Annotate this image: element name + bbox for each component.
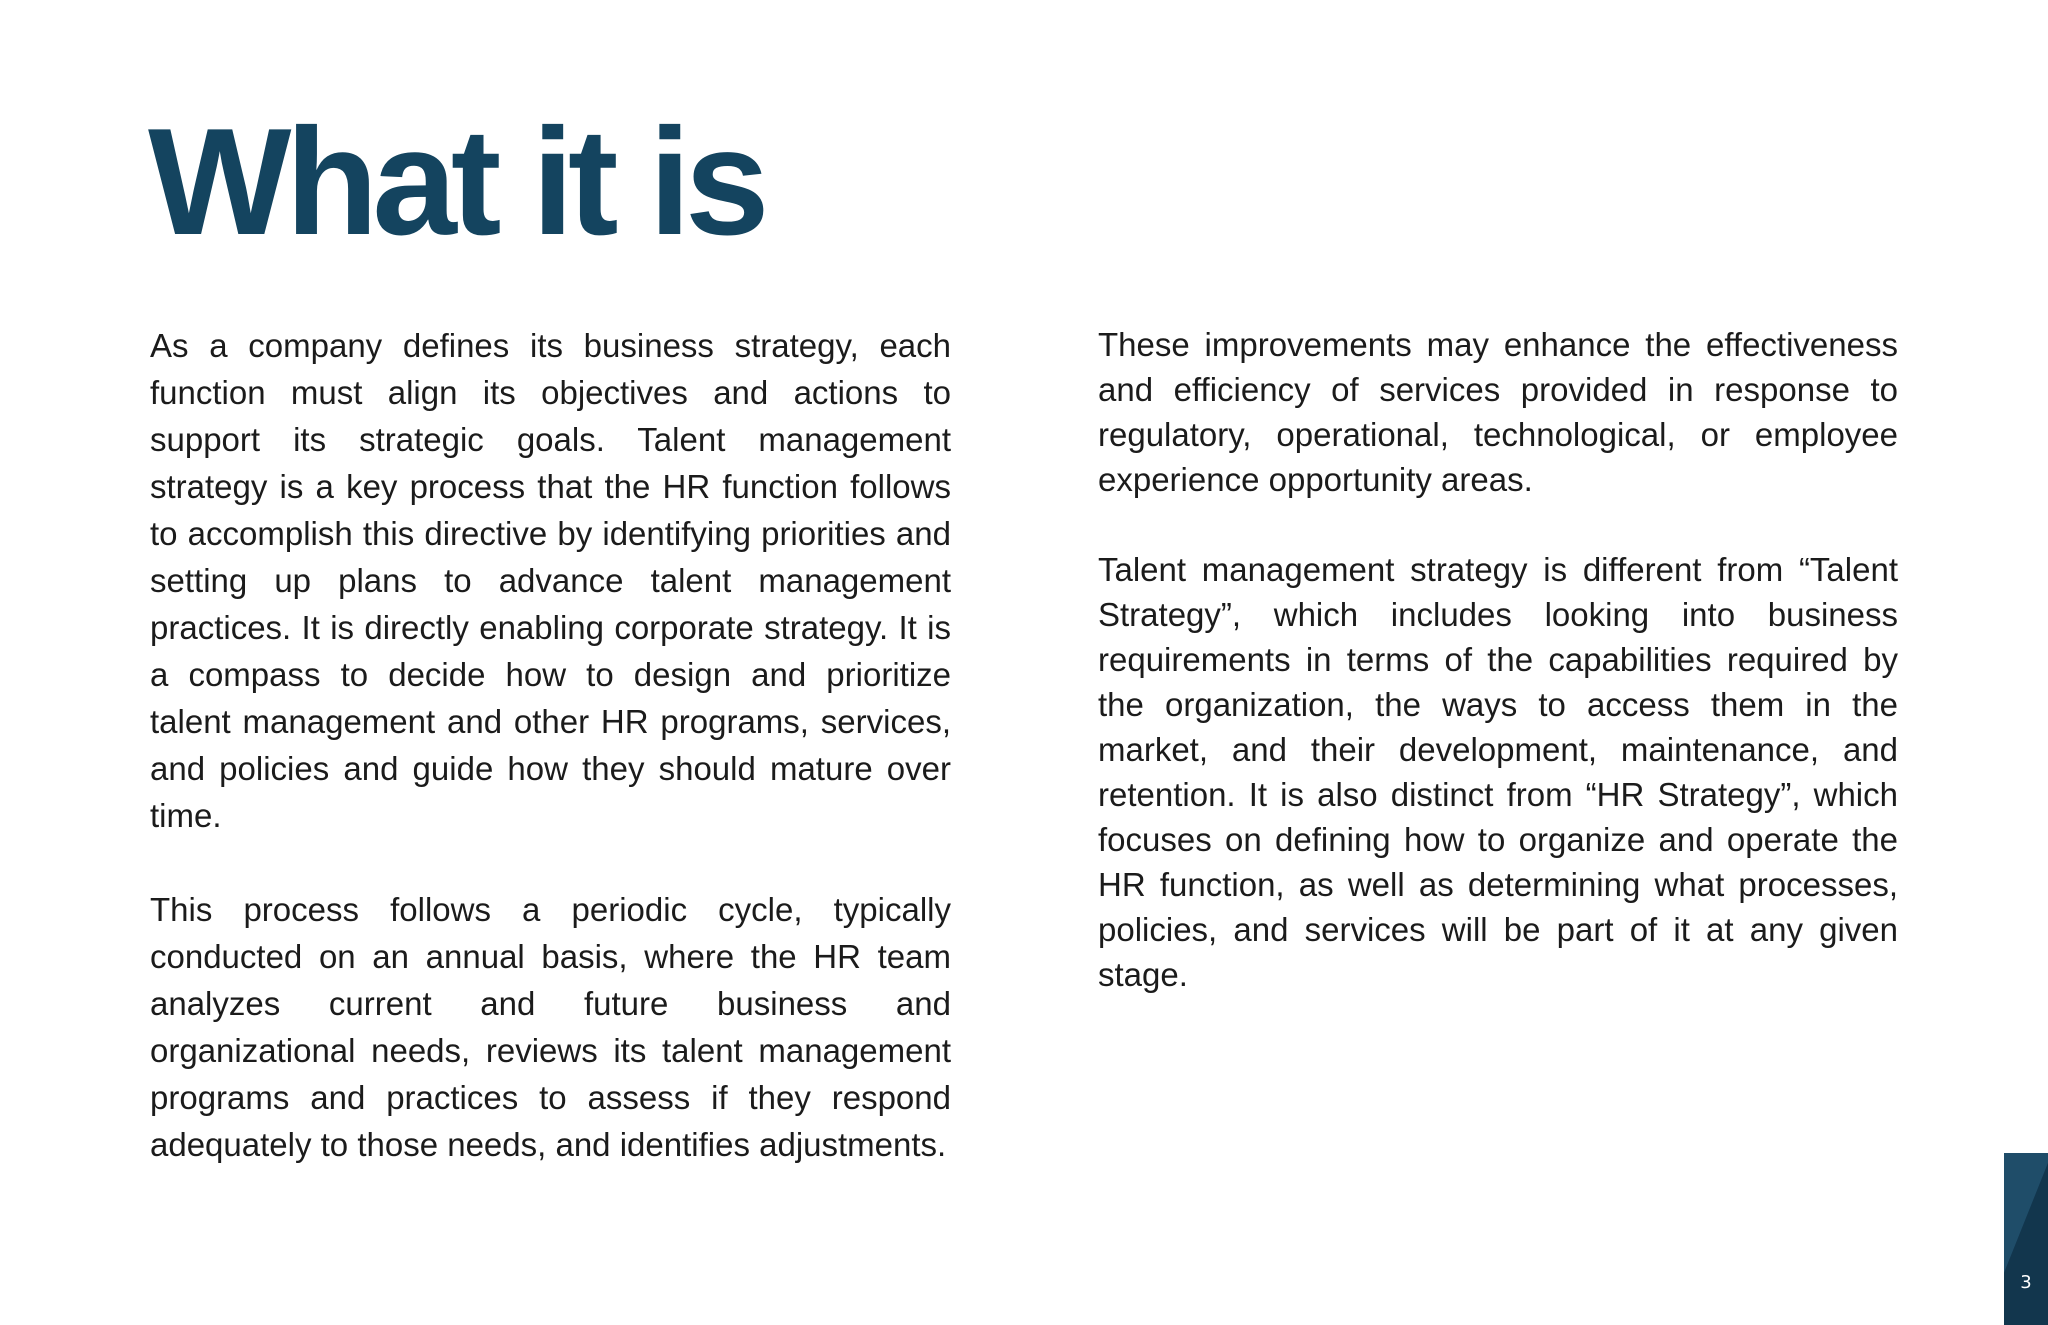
page-number: 3: [2020, 1272, 2032, 1293]
paragraph: Talent management strategy is different from “Talent Strategy”, which includes looking into business requirements in terms of the capabilities required by the organization, the ways to access them in the market, and their development, maintenance, and retention. It is also distinct from “HR Strategy”, which focuses on defining how to organize and operate the HR function, as well as determining what processes, policies, and services will be part of it at any given stage.: [1098, 551, 1898, 993]
tab-decoration-icon: [2004, 1153, 2048, 1325]
page-title: What it is: [148, 97, 764, 267]
left-column: [150, 322, 951, 1168]
paragraph: These improvements may enhance the effectiveness and efficiency of services provided in response to regulatory, operational, technological, or employee experience opportunity areas.: [1098, 326, 1898, 498]
right-column: [1098, 322, 1898, 997]
page-number-tab: [2004, 1153, 2048, 1325]
paragraph: As a company defines its business strategy, each function must align its objectives and actions to support its strategic goals. Talent management strategy is a key process that the HR function follows to accomplish this directive by identifying priorities and setting up plans to advance talent management practices. It is directly enabling corporate strategy. It is a compass to decide how to design and prioritize talent management and other HR programs, services, and policies and guide how they should mature over time.: [150, 327, 951, 834]
paragraph: This process follows a periodic cycle, typically conducted on an annual basis, where the HR team analyzes current and future business and organizational needs, reviews its talent management programs and practices to assess if they respond adequately to those needs, and identifies adjustments.: [150, 891, 951, 1163]
